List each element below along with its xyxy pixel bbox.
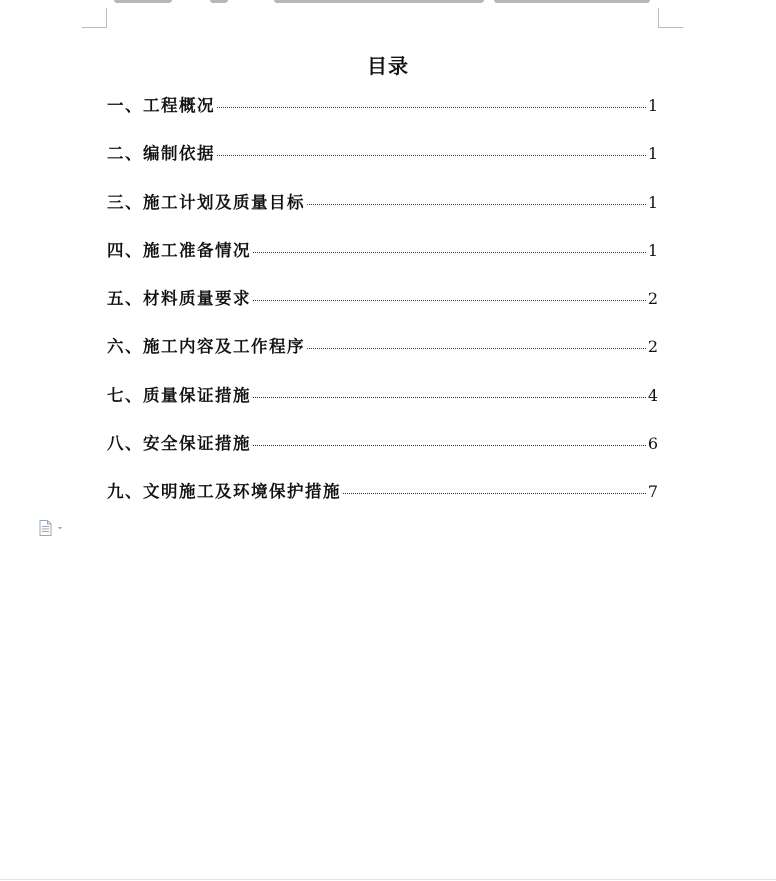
- toc-entry-label: 七、质量保证措施: [107, 385, 251, 405]
- toc-entry-label: 四、施工准备情况: [107, 240, 251, 260]
- toc-entry[interactable]: [107, 382, 658, 430]
- toc-entry-label: 八、安全保证措施: [107, 434, 251, 454]
- toc-entry-page: 7: [647, 482, 658, 502]
- toc-entry-label: 三、施工计划及质量目标: [107, 192, 305, 212]
- toc-entry-label: 一、工程概况: [107, 96, 215, 115]
- table-of-contents: [107, 92, 658, 527]
- toc-entry-page: 1: [647, 96, 658, 115]
- toc-entry-page: 2: [647, 289, 658, 309]
- document-paste-options-icon[interactable]: [39, 520, 65, 536]
- toc-dot-leader: [307, 348, 646, 349]
- toc-entry-label: 九、文明施工及环境保护措施: [107, 482, 341, 502]
- toc-entry[interactable]: [107, 478, 658, 526]
- toc-dot-leader: [343, 493, 646, 494]
- toc-dot-leader: [253, 252, 646, 253]
- toc-entry-label: 六、施工内容及工作程序: [107, 337, 305, 357]
- toc-entry-page: 4: [647, 385, 658, 405]
- toc-entry[interactable]: [107, 333, 658, 381]
- toc-entry-label: 二、编制依据: [107, 144, 215, 164]
- page-bottom-divider: [0, 879, 776, 880]
- toc-dot-leader: [253, 397, 646, 398]
- toc-entry-page: 1: [647, 240, 658, 260]
- toc-dot-leader: [217, 107, 646, 108]
- crop-mark-left-vertical: [106, 8, 107, 27]
- toc-entry-page: 1: [647, 192, 658, 212]
- toc-entry[interactable]: [107, 189, 658, 237]
- crop-mark-right-horizontal: [658, 27, 683, 28]
- toc-title: 目录: [367, 54, 409, 78]
- toc-entry-page: 2: [647, 337, 658, 357]
- toc-entry-page: 1: [647, 144, 658, 164]
- toc-entry[interactable]: [107, 237, 658, 285]
- crop-mark-left-horizontal: [82, 27, 107, 28]
- toc-entry[interactable]: [107, 430, 658, 478]
- crop-mark-right-vertical: [658, 8, 659, 27]
- toc-entry[interactable]: [107, 285, 658, 333]
- toc-dot-leader: [307, 204, 646, 205]
- toc-entry[interactable]: [107, 92, 658, 140]
- toc-entry-page: 6: [647, 434, 658, 454]
- toc-entry-label: 五、材料质量要求: [107, 289, 251, 309]
- toc-dot-leader: [253, 445, 646, 446]
- toc-entry[interactable]: [107, 140, 658, 188]
- toc-dot-leader: [217, 155, 646, 156]
- previous-page-header-fragment: [108, 0, 656, 5]
- toc-dot-leader: [253, 300, 646, 301]
